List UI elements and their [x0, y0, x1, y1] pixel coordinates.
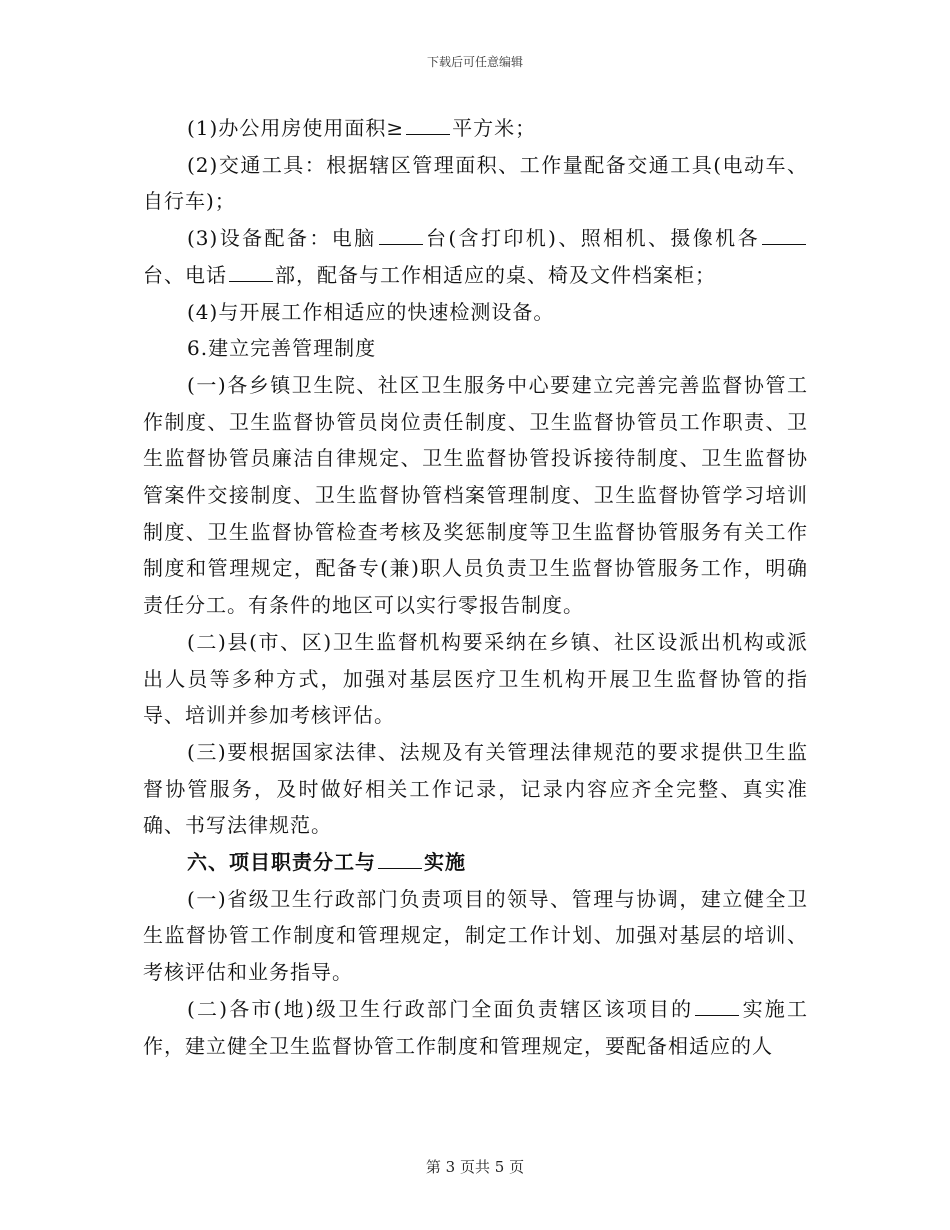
fill-in-blank [229, 263, 273, 282]
fill-in-blank [379, 226, 423, 245]
text-segment: 平方米； [452, 116, 537, 140]
document-body [143, 110, 808, 1064]
text-segment: 台、电话 [143, 262, 227, 287]
fill-in-blank [378, 850, 422, 869]
paragraph-provincial-role: (一)省级卫生行政部门负责项目的领导、管理与协调，建立健全卫生监督协管工作制度和管理规定，制定工作计划、加强对基层的培训、考核评估和业务指导。 [143, 886, 808, 985]
page-header: 下载后可任意编辑 [426, 55, 523, 69]
text-segment: 部，配备与工作相适应的桌、椅及文件档案柜； [275, 262, 716, 287]
text-segment: 六、项目职责分工与 [187, 850, 376, 875]
paragraph-testing-devices: (4)与开展工作相适应的快速检测设备。 [187, 299, 555, 324]
fill-in-blank [762, 226, 806, 245]
fill-in-blank [406, 116, 450, 135]
text-segment: (3)设备配备：电脑 [187, 226, 377, 251]
paragraph-township-systems: (一)各乡镇卫生院、社区卫生服务中心要建立完善完善监督协管工作制度、卫生监督协管员岗位责任制度、卫生监督协管员工作职责、卫生监督协管员廉洁自律规定、卫生监督协管投诉接待制度、卫生监督协管案件交接制度、卫生监督协管档案管理制度、卫生监督协管学习培训制度、卫生监督协管检查考核及奖惩制度等卫生监督协管服务有关工作制度和管理规定，配备专(兼)职人员负责卫生监督协管服务工作，明确责任分工。有条件的地区可以实行零报告制度。 [143, 372, 808, 618]
text-segment: 台(含打印机)、照相机、摄像机各 [424, 226, 760, 251]
paragraph-equipment [143, 220, 808, 293]
section-heading-responsibilities [143, 844, 808, 881]
text-segment: (1)办公用房使用面积≥ [187, 116, 405, 140]
paragraph-legal-requirements: (三)要根据国家法律、法规及有关管理法律规范的要求提供卫生监督协管服务，及时做好相关工作记录，记录内容应齐全完整、真实准确、书写法律规范。 [143, 739, 808, 838]
text-segment: 实施 [424, 850, 466, 875]
fill-in-blank [695, 997, 739, 1016]
text-segment: (二)各市(地)级卫生行政部门全面负责辖区该项目的 [187, 996, 694, 1021]
paragraph-municipal-role [143, 991, 808, 1064]
text-segment: 实施工作，建立健全卫生监督协管工作制度和管理规定，要配备相适应的人 [143, 996, 808, 1058]
section-heading-management: 6.建立完善管理制度 [187, 336, 377, 361]
paragraph-office-space [143, 110, 808, 147]
paragraph-transport: (2)交通工具：根据辖区管理面积、工作量配备交通工具(电动车、自行车)； [143, 152, 808, 214]
page-footer: 第 3 页共 5 页 [425, 1158, 525, 1176]
paragraph-county-supervision: (二)县(市、区)卫生监督机构要采纳在乡镇、社区设派出机构或派出人员等多种方式，加强对基层医疗卫生机构开展卫生监督协管的指导、培训并参加考核评估。 [143, 629, 808, 728]
